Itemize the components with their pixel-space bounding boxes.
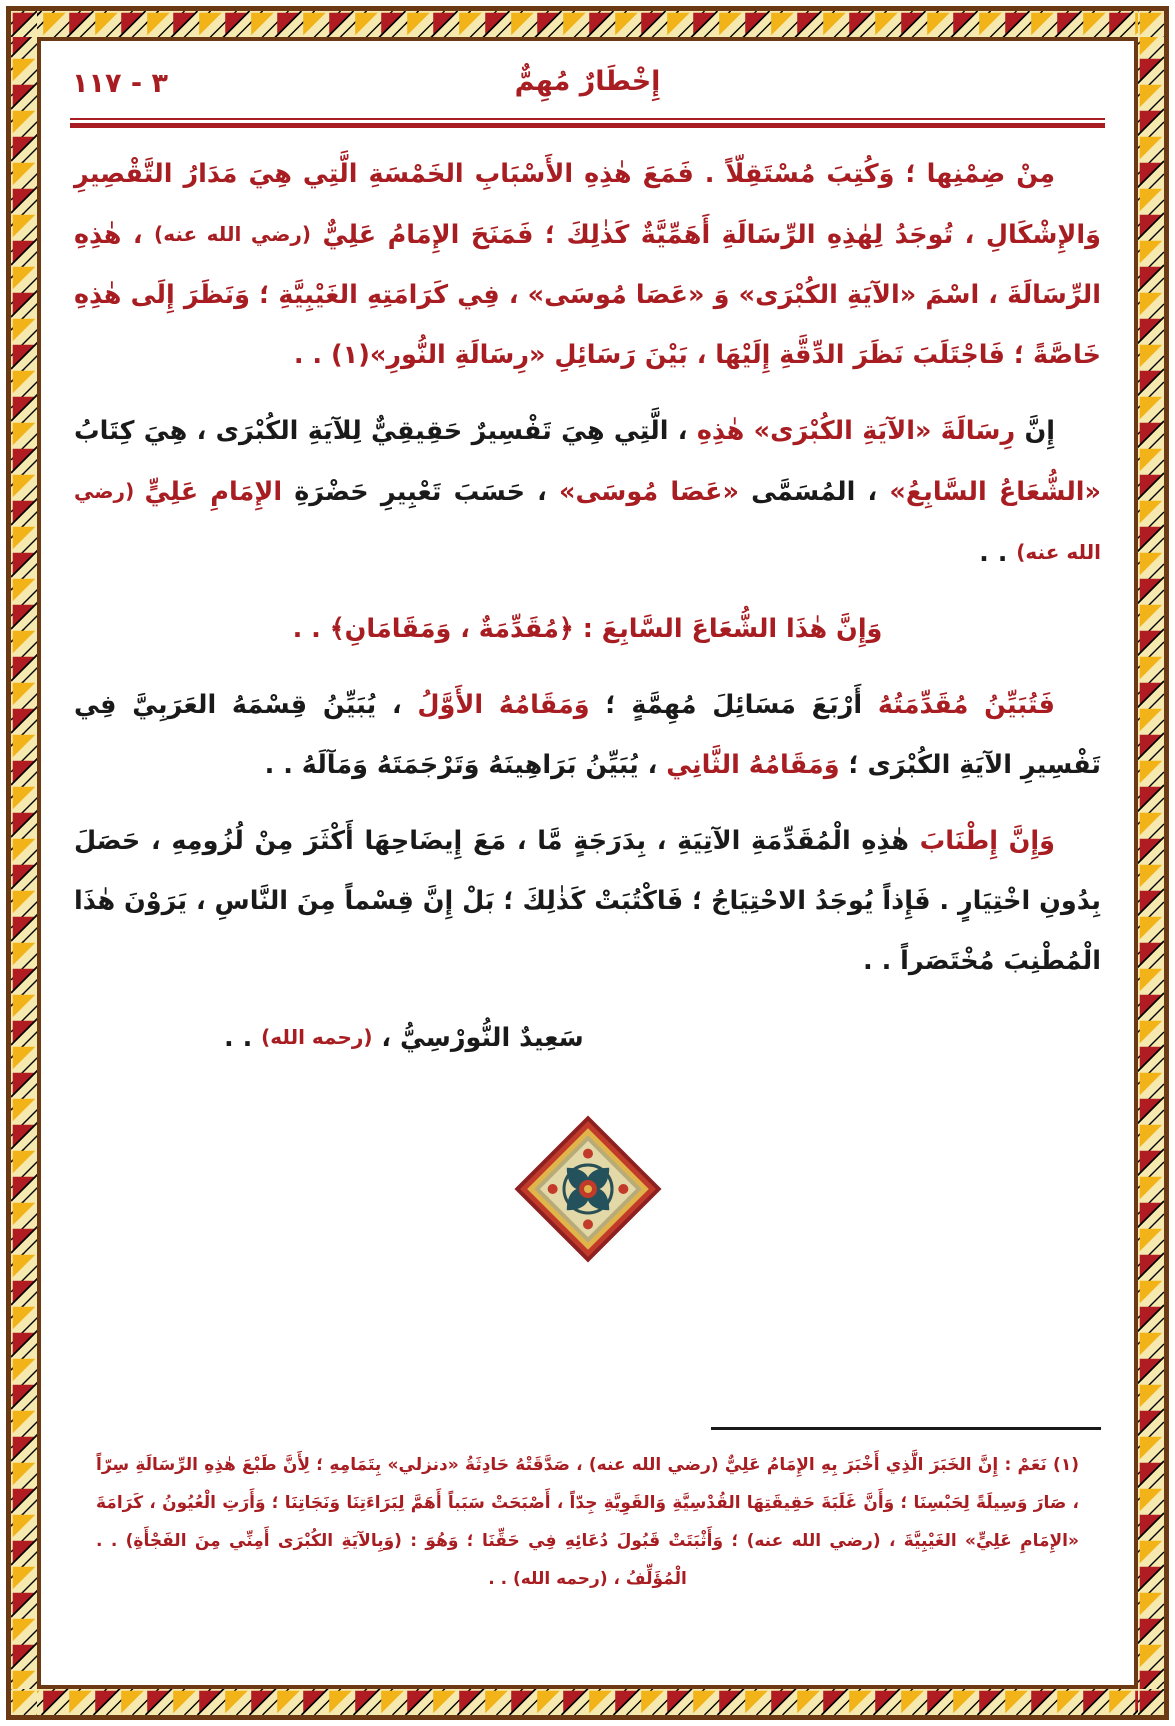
header-rule-thick: [70, 123, 1105, 128]
page-number: ٣ - ١١٧: [72, 68, 168, 99]
text-run: ، حَسَبَ تَعْبِيرِ حَضْرَةِ: [282, 477, 560, 507]
text-run: «عَصَا مُوسَى»: [559, 477, 739, 507]
text-run: سَعِيدٌ النُّورْسِيُّ ،: [372, 1023, 584, 1053]
text-run: «الشُّعَاعُ السَّابِعُ»: [889, 477, 1101, 507]
page-header: [60, 58, 1115, 120]
text-run: ، هٰذِهِ الرِّسَالَةَ ، اسْمَ «الآيَةِ الكُبْرَى» وَ «عَصَا مُوسَى» ، فِي كَرَامَتِهِ الغَيْبِيَّةِ ؛ وَنَظَرَ إِلَى هٰذِهِ خَاصَّةً ؛ فَاجْتَلَبَ نَظَرَ الدِّقَّةِ إِلَيْهَا ، بَيْنَ رَسَائِلِ «رِسَالَةِ النُّورِ»: [74, 220, 1101, 370]
honorific-glyph: (رضي الله عنه): [154, 222, 312, 246]
honorific-glyph: (رضي الله عنه): [74, 479, 1101, 564]
footnote-marker: (١): [331, 340, 370, 370]
text-run: وَمَقَامُهُ الثَّانِي: [666, 750, 840, 780]
text-run: . .: [979, 538, 1017, 568]
paragraph-4: [74, 675, 1101, 795]
header-divider: [70, 118, 1105, 128]
page-content: [60, 58, 1115, 1658]
text-run: الإِمَامِ عَلِيٍّ: [144, 477, 283, 507]
text-run: هٰذِهِ الْمُقَدِّمَةِ الآتِيَةِ ، بِدَرَجَةٍ مَّا ، مَعَ إِيضَاحِهَا أَكْثَرَ مِنْ لُزُومِهِ ، حَصَلَ بِدُونِ اخْتِيَارٍ . فَإِذاً يُوجَدُ الاحْتِيَاجُ ؛ فَاكْتُبَتْ كَذٰلِكَ ؛ بَلْ إِنَّ قِسْماً مِنَ النَّاسِ ، يَرَوْنَ هٰذَا الْمُطْنِبَ مُخْتَصَراً . .: [74, 826, 1101, 976]
paragraph-1: [74, 144, 1101, 385]
paragraph-3: [74, 599, 1101, 659]
text-run: رِسَالَةَ «الآيَةِ الكُبْرَى» هٰذِهِ: [696, 416, 1016, 446]
text-run: وَإِنَّ هٰذَا الشُّعَاعَ السَّابِعَ : ﴿مُقَدِّمَةٌ ، وَمَقَامَانِ﴾ . .: [292, 614, 883, 644]
text-run: ، المُسَمَّى: [738, 477, 890, 507]
text-run: . .: [293, 340, 331, 370]
honorific-glyph: (رحمه الله): [261, 1025, 373, 1049]
text-run: ، يُبَيِّنُ بَرَاهِينَهُ وَتَرْجَمَتَهُ وَمَآلَهُ . .: [264, 750, 667, 780]
footnote-text: (١) نَعَمْ : إِنَّ الخَبَرَ الَّذِي أَخْبَرَ بِهِ الإِمَامُ عَلِيٌّ (رضي الله عنه) ، صَدَّقَتْهُ حَادِثَةُ «دنزلي» بِتَمَامِهِ ؛ لِأَنَّ طَبْعَ هٰذِهِ الرِّسَالَةِ سِرّاً ، صَارَ وَسِيلَةً لِحَبْسِنَا ؛ وَأَنَّ غَلَبَةَ حَقِيقَتِهَا القُدْسِيَّةِ وَالقَوِيَّةِ جِدّاً ، أَصْبَحَتْ سَبَباً أَهَمَّ لِبَرَاءَتِنَا وَنَجَاتِنَا ؛ وَأَرَتِ الْعُيُونُ ، كَرَامَةَ «الإِمَامِ عَلِيٍّ» الغَيْبِيَّةَ ، (رضي الله عنه) ؛ وَأَثْبَتَتْ قَبُولَ دُعَائِهِ فِي حَقِّنَا ؛ وَهُوَ : (وَبِالآيَةِ الكُبْرَى أَمِنِّي مِنَ الفَجْأَةِ) . . الْمُؤَلِّفُ ، (رحمه الله) . .: [96, 1455, 1079, 1589]
text-run: ، الَّتِي هِيَ تَفْسِيرٌ حَقِيقِيٌّ لِلآيَةِ الكُبْرَى ، هِيَ كِتَابُ: [74, 416, 697, 446]
paragraph-5: [74, 811, 1101, 991]
text-run: وَمَقَامُهُ الأَوَّلُ: [417, 690, 590, 720]
body-text: [60, 144, 1115, 1068]
text-run: . .: [224, 1023, 262, 1053]
section-ornament: [60, 1114, 1115, 1274]
paragraph-2: [74, 401, 1101, 583]
footnote-zone: [74, 1427, 1101, 1598]
diamond-medallion-ornament: [513, 1114, 663, 1264]
text-run: ، يُبَيِّنُ قِسْمَهُ العَرَبِيَّ فِي تَفْسِيرِ الآيَةِ الكُبْرَى ؛: [74, 690, 1101, 780]
author-signature: [74, 1007, 1101, 1068]
text-run: فَتُبَيِّنُ مُقَدِّمَتُهُ: [877, 690, 1055, 720]
page-title: إِخْطَارٌ مُهِمٌّ: [514, 66, 661, 97]
text-run: إِنَّ: [1015, 416, 1055, 446]
text-run: أَرْبَعَ مَسَائِلَ مُهِمَّةٍ ؛: [589, 690, 878, 720]
footnote-separator: [711, 1427, 1101, 1430]
text-run: مِنْ ضِمْنِها ؛ وَكُتِبَ مُسْتَقِلّاً . فَمَعَ هٰذِهِ الأَسْبَابِ الخَمْسَةِ الَّتِي هِيَ مَدَارُ التَّقْصِيرِ وَالإِشْكَالِ ، تُوجَدُ لِهٰذِهِ الرِّسَالَةِ أَهَمِّيَّةٌ كَذٰلِكَ ؛ فَمَنَحَ الإِمَامُ عَلِيٌّ: [74, 159, 1102, 250]
text-run: وَإِنَّ إِطْنَابَ: [919, 826, 1055, 856]
